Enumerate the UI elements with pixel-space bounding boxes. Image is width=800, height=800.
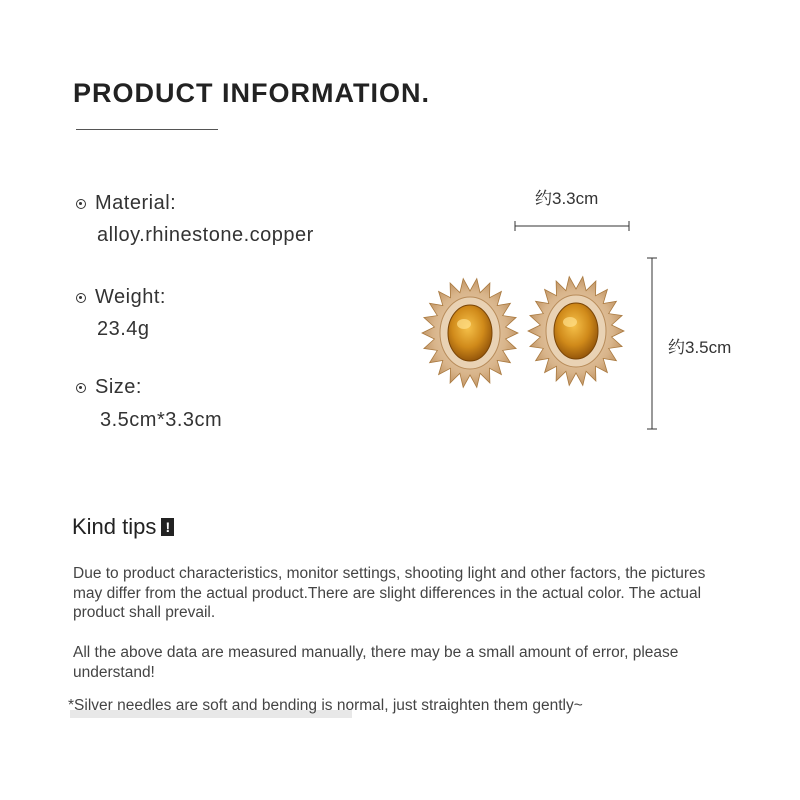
kind-tips-title: Kind tips <box>72 514 157 539</box>
gem-right <box>554 303 598 359</box>
silver-needle-note: *Silver needles are soft and bending is normal, just straighten them gently~ <box>68 697 583 714</box>
spec-label: Size: <box>95 376 142 398</box>
spec-label: Material: <box>95 192 177 214</box>
exclamation-icon: ! <box>161 518 174 536</box>
kind-tips-heading <box>72 514 174 540</box>
height-dimension-label: 约3.5cm <box>668 338 732 357</box>
height-dimension-line <box>647 258 657 429</box>
width-dimension-line <box>515 221 629 231</box>
width-dimension-label: 约3.3cm <box>535 189 599 208</box>
page-title: PRODUCT INFORMATION. <box>73 78 430 108</box>
spec-value: 3.5cm*3.3cm <box>100 409 223 431</box>
spec-value: alloy.rhinestone.copper <box>97 224 314 246</box>
measurement-paragraph: All the above data are measured manually, there may be a small amount of error, please understand! <box>73 644 679 681</box>
spec-value: 23.4g <box>97 318 150 340</box>
spec-label: Weight: <box>95 286 166 308</box>
earring-left <box>422 279 518 388</box>
disclaimer-paragraph: Due to product characteristics, monitor settings, shooting light and other factors, the pictures may differ from the actual product.There are slight differences in the actual color. The actual product shall prevail. <box>73 565 706 621</box>
earring-right <box>528 277 624 386</box>
gem-left <box>448 305 492 361</box>
